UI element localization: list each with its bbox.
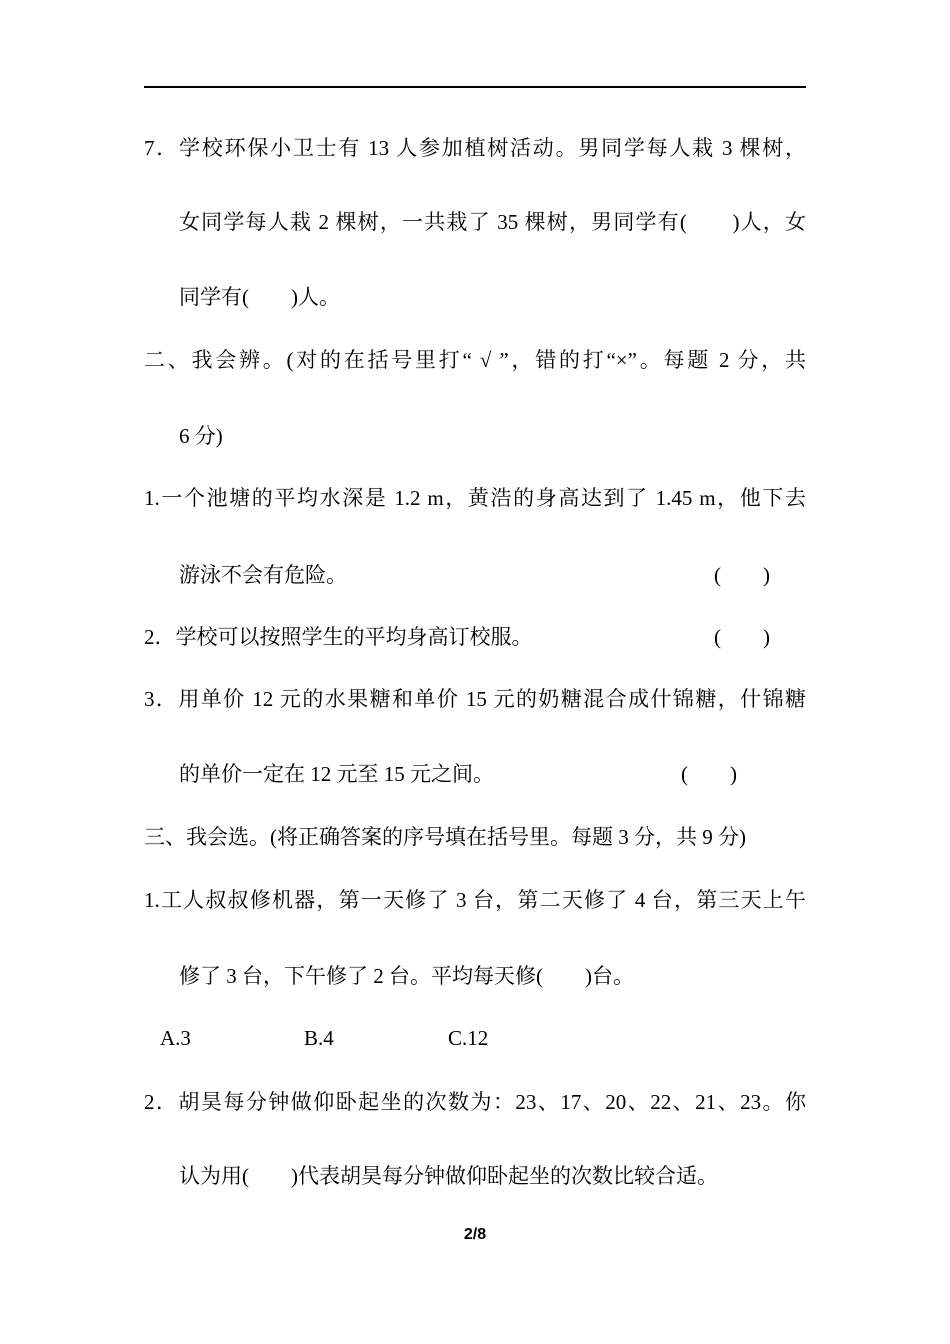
s3-q1-option-c[interactable]: C.12 — [448, 1026, 489, 1050]
s3-q1-option-b[interactable]: B.4 — [304, 1026, 334, 1050]
s3-q2-line-1: 2．胡昊每分钟做仰卧起坐的次数为：23、17、20、22、21、23。你 — [144, 1090, 806, 1114]
q7-line-2: 女同学每人栽 2 棵树，一共栽了 35 棵树，男同学有( )人，女 — [179, 210, 806, 234]
s3-q1-option-a[interactable]: A.3 — [160, 1026, 191, 1050]
s2-item2-line-1: 2．学校可以按照学生的平均身高订校服。 — [144, 625, 533, 649]
header-rule — [144, 86, 806, 88]
s2-item1-line-2: 游泳不会有危险。 — [179, 563, 347, 587]
s2-item2-answer-paren[interactable]: ( ) — [714, 625, 770, 649]
s3-q1-line-2: 修了 3 台，下午修了 2 台。平均每天修( )台。 — [179, 964, 634, 988]
s2-item3-answer-paren[interactable]: ( ) — [681, 762, 737, 786]
section2-heading-cont: 6 分) — [179, 424, 223, 448]
s3-q2-line-2: 认为用( )代表胡昊每分钟做仰卧起坐的次数比较合适。 — [179, 1164, 718, 1188]
s2-item1-line-1: 1.一个池塘的平均水深是 1.2 m，黄浩的身高达到了 1.45 m，他下去 — [144, 486, 806, 510]
q7-line-3: 同学有( )人。 — [179, 285, 340, 309]
section2-heading: 二、我会辨。(对的在括号里打“ √ ”，错的打“×”。每题 2 分，共 — [144, 348, 806, 372]
page-number: 2/8 — [463, 1226, 487, 1243]
s2-item1-answer-paren[interactable]: ( ) — [714, 563, 770, 587]
s3-q1-line-1: 1.工人叔叔修机器，第一天修了 3 台，第二天修了 4 台，第三天上午 — [144, 888, 806, 912]
section3-heading: 三、我会选。(将正确答案的序号填在括号里。每题 3 分，共 9 分) — [144, 825, 746, 849]
s2-item3-line-2: 的单价一定在 12 元至 15 元之间。 — [179, 762, 494, 786]
q7-line-1: 7．学校环保小卫士有 13 人参加植树活动。男同学每人栽 3 棵树， — [144, 136, 806, 160]
s2-item3-line-1: 3．用单价 12 元的水果糖和单价 15 元的奶糖混合成什锦糖，什锦糖 — [144, 687, 806, 711]
